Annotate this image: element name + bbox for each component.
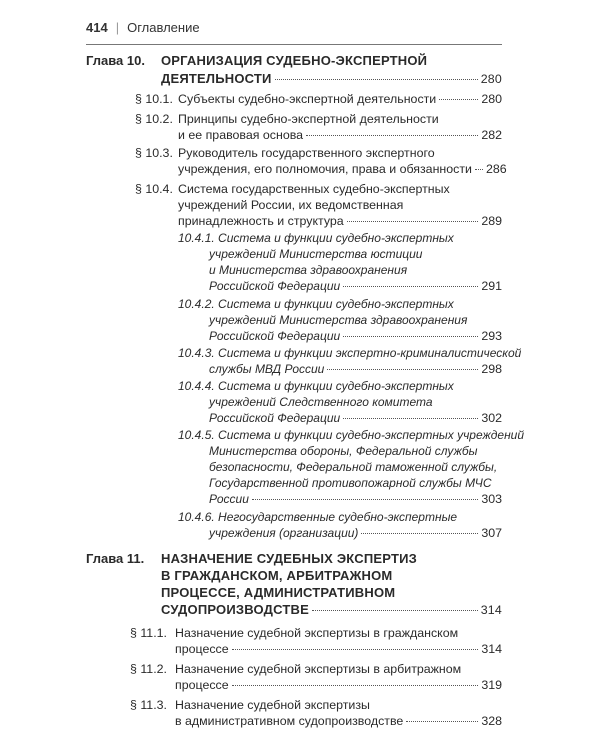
header-rule [86,44,502,45]
leader-dots [312,610,478,611]
subsection-10-4-2-number: 10.4.2. [178,297,215,311]
subsection-10-4-3-page: 298 [481,362,502,376]
leader-dots [361,533,478,534]
subsection-10-4-5-number: 10.4.5. [178,428,215,442]
subsection-10-4-4-page: 302 [481,411,502,425]
subsection-10-4-1-page: 291 [481,279,502,293]
subsection-10-4-6-line2 [209,525,502,541]
section-11-1-number: § 11.1. [130,626,167,640]
leader-dots [406,721,478,722]
subsection-10-4-1-line4 [209,278,502,294]
subsection-10-4-2-line1 [178,296,454,312]
subsection-10-4-3-title-line2: службы МВД России [209,362,325,376]
chapter-10-title-line1: ОРГАНИЗАЦИЯ СУДЕБНО-ЭКСПЕРТНОЙ [161,53,428,68]
subsection-10-4-6-page: 307 [481,526,502,540]
subsection-10-4-5-title-line5: России [209,492,249,506]
leader-dots [439,99,478,100]
subsection-10-4-6-title-line2: учреждения (организации) [209,526,359,540]
leader-dots [232,685,479,686]
chapter-11-label: Глава 11. [86,551,145,566]
leader-dots [275,79,478,80]
subsection-10-4-3-title-line1: Система и функции экспертно-криминалистической [218,346,522,360]
subsection-10-4-6-line1 [178,509,457,525]
subsection-10-4-6-title-line1: Негосударственные судебно-экспертные [218,510,458,524]
subsection-10-4-5-line2: Министерства обороны, Федеральной службы [209,444,478,458]
section-10-4-title-line1: Система государственных судебно-экспертных [178,182,450,196]
section-11-2-title-line1: Назначение судебной экспертизы в арбитражном [175,662,462,676]
subsection-10-4-4-line1 [178,378,454,394]
chapter-11-title-line2: В ГРАЖДАНСКОМ, АРБИТРАЖНОМ [161,568,393,583]
chapter-11-title-line3: ПРОЦЕССЕ, АДМИНИСТРАТИВНОМ [161,585,396,600]
subsection-10-4-2-title-line3: Российской Федерации [209,329,341,343]
section-11-2-number: § 11.2. [130,662,167,676]
subsection-10-4-5-line4: Государственной противопожарной службы МЧС [209,476,492,490]
section-11-3-title-line1: Назначение судебной экспертизы [175,698,370,712]
subsection-10-4-2-page: 293 [481,329,502,343]
chapter-10-label: Глава 10. [86,53,145,68]
subsection-10-4-1-title-line1: Система и функции судебно-экспертных [218,231,454,245]
running-header [86,20,200,35]
section-10-2-line [178,127,502,143]
section-10-2-page: 282 [481,128,502,142]
section-10-4-title-line3: принадлежность и структура [178,214,344,228]
subsection-10-4-2-line2: учреждений Министерства здравоохранения [209,313,468,327]
leader-dots [343,286,478,287]
leader-dots [306,135,478,136]
section-11-1-title-line2: процессе [175,642,229,656]
section-10-4-page: 289 [481,214,502,228]
subsection-10-4-5-title-line1: Система и функции судебно-экспертных учреждений [218,428,525,442]
section-10-2-number: § 10.2. [135,112,173,126]
section-11-2-page: 319 [481,678,502,692]
subsection-10-4-2-title-line1: Система и функции судебно-экспертных [218,297,454,311]
section-10-2-title-line1: Принципы судебно-экспертной деятельности [178,112,439,126]
section-10-3-line [178,161,507,177]
section-10-1-number: § 10.1. [135,92,173,106]
subsection-10-4-3-number: 10.4.3. [178,346,215,360]
subsection-10-4-6-number: 10.4.6. [178,510,215,524]
section-11-1-page: 314 [481,642,502,656]
subsection-10-4-4-title-line1: Система и функции судебно-экспертных [218,379,454,393]
section-11-3-number: § 11.3. [130,698,167,712]
subsection-10-4-1-title-line4: Российской Федерации [209,279,341,293]
subsection-10-4-1-line1 [178,230,454,246]
leader-dots [475,169,483,170]
subsection-10-4-3-line1 [178,345,521,361]
chapter-11-page: 314 [480,603,502,617]
subsection-10-4-4-number: 10.4.4. [178,379,215,393]
section-10-3-page: 286 [485,162,507,176]
section-10-4-title-line2: учреждений России, их ведомственная [178,198,404,212]
subsection-10-4-5-line3: безопасности, Федеральной таможенной службы, [209,460,498,474]
section-10-1-line [178,91,502,107]
section-10-3-title-line1: Руководитель государственного экспертного [178,146,435,160]
leader-dots [232,649,479,650]
leader-dots [343,336,478,337]
chapter-10-title-line2 [161,70,502,88]
subsection-10-4-5-line1 [178,427,524,443]
subsection-10-4-4-title-line3: Российской Федерации [209,411,341,425]
section-10-2-title-line2: и ее правовая основа [178,128,304,142]
page-number: 414 [86,20,108,35]
chapter-11-title-line4 [161,601,502,619]
section-11-1-title-line1: Назначение судебной экспертизы в гражданском [175,626,459,640]
subsection-10-4-5-line5 [209,491,502,507]
leader-dots [327,369,478,370]
subsection-10-4-3-line2 [209,361,502,377]
section-10-4-line [178,213,502,229]
chapter-11-title-line1: НАЗНАЧЕНИЕ СУДЕБНЫХ ЭКСПЕРТИЗ [161,551,417,566]
section-10-3-title-line2: учреждения, его полномочия, права и обязанности [178,162,472,176]
chapter-10-page: 280 [480,72,502,86]
section-10-1-title: Субъекты судебно-экспертной деятельности [178,92,437,106]
subsection-10-4-2-line3 [209,328,502,344]
leader-dots [347,221,479,222]
section-11-2-title-line2: процессе [175,678,229,692]
chapter-11-title-text: СУДОПРОИЗВОДСТВЕ [161,602,309,617]
chapter-10-title-text: ДЕЯТЕЛЬНОСТИ [161,71,272,86]
section-10-3-number: § 10.3. [135,146,173,160]
leader-dots [252,499,478,500]
subsection-10-4-1-line2: учреждений Министерства юстиции [209,247,423,261]
subsection-10-4-1-number: 10.4.1. [178,231,215,245]
section-10-4-number: § 10.4. [135,182,173,196]
section-10-1-page: 280 [481,92,502,106]
section-11-2-line [175,677,502,693]
header-separator: | [115,20,120,35]
header-title: Оглавление [127,20,200,35]
section-11-3-page: 328 [481,714,502,728]
subsection-10-4-4-line3 [209,410,502,426]
section-11-1-line [175,641,502,657]
section-11-3-title-line2: в административном судопроизводстве [175,714,404,728]
leader-dots [343,418,478,419]
subsection-10-4-4-line2: учреждений Следственного комитета [209,395,433,409]
section-11-3-line [175,713,502,729]
subsection-10-4-1-line3: и Министерства здравоохранения [209,263,408,277]
subsection-10-4-5-page: 303 [481,492,502,506]
